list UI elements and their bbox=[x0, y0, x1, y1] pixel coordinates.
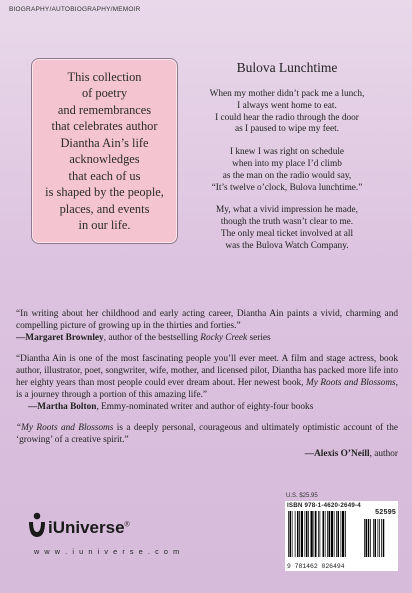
quote-brownley: “In writing about her childhood and early acting career, Diantha Ain paints a vivid, charming and compelling picture of growing up in the thirties and forties.” —Margaret Brownley, author of the bestselling Rocky Creek series bbox=[16, 309, 398, 343]
blurb-box bbox=[31, 58, 178, 244]
isbn-text: ISBN 978-1-4620-2649-4 bbox=[287, 502, 361, 509]
poem-stanza: My, what a vivid impression he made, though the truth wasn’t clear to me. The only meal ticket involved at all was the Bulova Watch Company. bbox=[216, 205, 358, 251]
iuniverse-logo-icon bbox=[26, 512, 48, 540]
poem bbox=[182, 60, 392, 264]
barcode-bars bbox=[288, 509, 396, 561]
blurb-text: This collection of poetry and remembrances that celebrates author Diantha Ain’s life acknowledges that each of us is shaped by the people, places, and events in our life. bbox=[45, 69, 164, 232]
quote-bolton: “Diantha Ain is one of the most fascinating people you’ll ever meet. A film and stage actress, book author, illustrator, poet, songwriter, wife, mother, and licensed pilot, Diantha has packed more life into her eighty years than most people could ever dream about. Her newest book, My Roots and Blossoms, is a journey through a portion of this amazing life.” —Martha Bolton, Emmy-nominated writer and author of eighty-four books bbox=[16, 354, 398, 412]
barcode bbox=[285, 501, 398, 571]
quotes bbox=[16, 308, 398, 469]
poem-stanza: When my mother didn’t pack me a lunch, I always went home to eat. I could hear the radio through the door as I paused to wipe my feet. bbox=[209, 89, 365, 135]
barcode-digits: 9 781462 026494 bbox=[287, 563, 345, 570]
publisher-url: w w w . i u n i v e r s e . c o m bbox=[34, 547, 181, 556]
barcode-price: 52595 bbox=[374, 509, 396, 517]
genre-label: BIOGRAPHY/AUTOBIOGRAPHY/MEMOIR bbox=[9, 6, 141, 13]
poem-stanza: I knew I was right on schedule when into my place I’d climb as the man on the radio would say, “It’s twelve o’clock, Bulova lunchtime.” bbox=[211, 147, 363, 193]
publisher-name: iUniverse® bbox=[48, 518, 130, 537]
price-label: U.S. $25.95 bbox=[286, 493, 318, 499]
quote-oneill: “My Roots and Blossoms is a deeply personal, courageous and ultimately optimistic account of the ‘growing’ of a creative spirit.” —Alexis O’Neill, author bbox=[16, 423, 398, 459]
poem-title: Bulova Lunchtime bbox=[236, 60, 338, 75]
